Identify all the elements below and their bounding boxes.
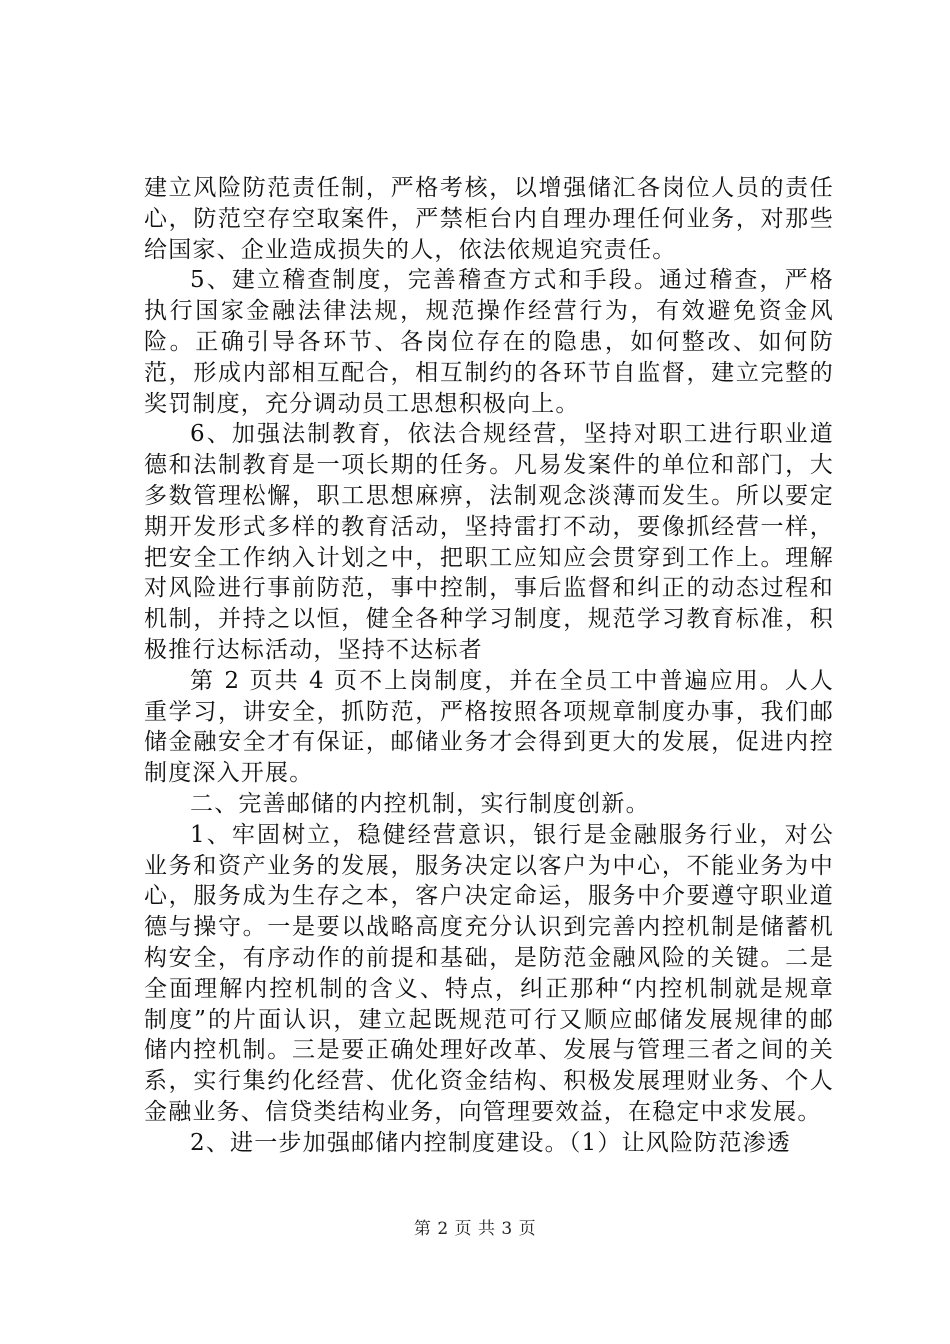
paragraph-6: 1、牢固树立，稳健经营意识，银行是金融服务行业，对公业务和资产业务的发展，服务决定以客户为中心，不能业务为中心，服务成为生存之本，客户决定命运，服务中介要遵守职业道德与操守。一是要以战略高度充分认识到完善内控机制是储蓄机构安全，有序动作的前提和基础，是防范金融风险的关键。二是全面理解内控机制的含义、特点，纠正那种“内控机制就是规章制度”的片面认识，建立起既规范可行又顺应邮储发展规律的邮储内控机制。三是要正确处理好改革、发展与管理三者之间的关系，实行集约化经营、优化资金结构、积极发展理财业务、个人金融业务、信贷类结构业务，向管理要效益，在稳定中求发展。 — [144, 821, 834, 1125]
paragraph-2: 5、建立稽查制度，完善稽查方式和手段。通过稽查，严格执行国家金融法律法规，规范操作经营行为，有效避免资金风险。正确引导各环节、各岗位存在的隐患，如何整改、如何防范，形成内部相互配合，相互制约的各环节自监督，建立完整的奖罚制度，充分调动员工思想积极向上。 — [144, 267, 834, 417]
page-footer: 第 2 页 共 3 页 — [413, 1219, 537, 1239]
document-body — [144, 173, 834, 1159]
paragraph-5-section-heading: 二、完善邮储的内控机制，实行制度创新。 — [190, 790, 650, 817]
paragraph-4: 第 2 页共 4 页不上岗制度，并在全员工中普遍应用。人人重学习，讲安全，抓防范，严格按照各项规章制度办事，我们邮储金融安全才有保证，邮储业务才会得到更大的发展，促进内控制度深入开展。 — [144, 667, 834, 787]
paragraph-1: 建立风险防范责任制，严格考核，以增强储汇各岗位人员的责任心，防范空存空取案件，严禁柜台内自理办理任何业务，对那些给国家、企业造成损失的人，依法依规追究责任。 — [144, 175, 834, 263]
paragraph-7: 2、进一步加强邮储内控制度建设。（1）让风险防范渗透 — [190, 1129, 791, 1156]
paragraph-3: 6、加强法制教育，依法合规经营，坚持对职工进行职业道德和法制教育是一项长期的任务。凡易发案件的单位和部门，大多数管理松懈，职工思想麻痹，法制观念淡薄而发生。所以要定期开发形式多样的教育活动，坚持雷打不动，要像抓经营一样，把安全工作纳入计划之中，把职工应知应会贯穿到工作上。理解对风险进行事前防范，事中控制，事后监督和纠正的动态过程和机制，并持之以恒，健全各种学习制度，规范学习教育标准，积极推行达标活动，坚持不达标者 — [144, 421, 834, 663]
